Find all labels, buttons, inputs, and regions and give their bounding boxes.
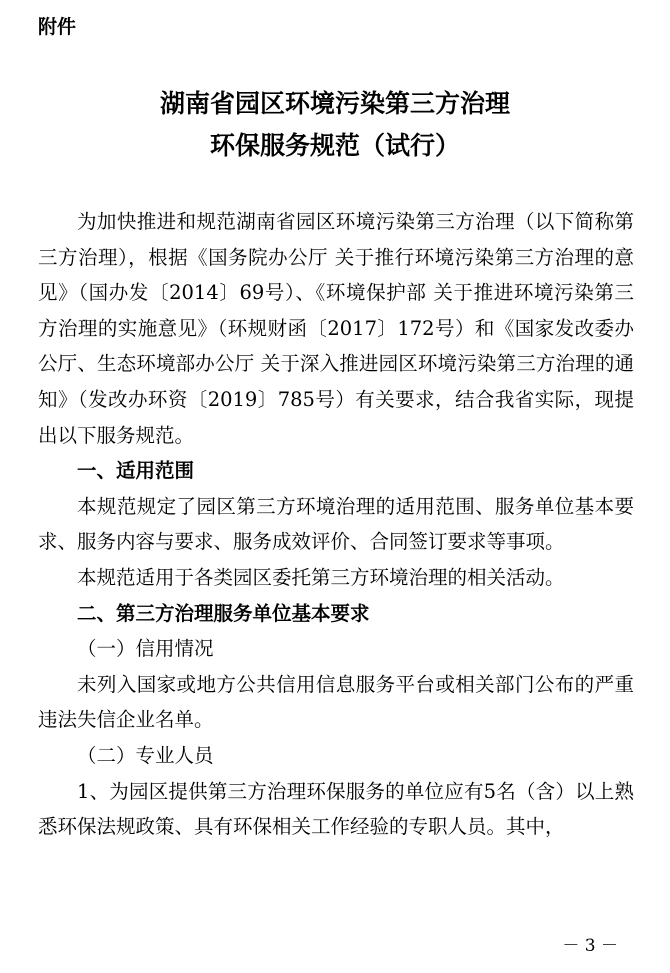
document-title-line-2: 环保服务规范（试行） (209, 131, 460, 160)
subsection-2-paragraph-1: 1、为园区提供第三方治理环保服务的单位应有5名（含）以上熟悉环保法规政策、具有环保相关工作经验的专职人员。其中， (38, 779, 634, 839)
document-title-line-1: 湖南省园区环境污染第三方治理 (159, 89, 510, 118)
subsection-2-heading: （二）专业人员 (77, 743, 214, 767)
section-1-heading: 一、适用范围 (77, 459, 195, 483)
page-number: － 3 － (562, 936, 618, 956)
subsection-1-paragraph-1: 未列入国家或地方公共信用信息服务平台或相关部门公布的严重违法失信企业名单。 (38, 672, 634, 732)
subsection-1-heading: （一）信用情况 (77, 637, 214, 661)
section-1-paragraph-2: 本规范适用于各类园区委托第三方环境治理的相关活动。 (77, 565, 565, 589)
intro-paragraph: 为加快推进和规范湖南省园区环境污染第三方治理（以下简称第三方治理），根据《国务院办公厅 关于推行环境污染第三方治理的意见》（国办发〔2014〕69号）、《环境保护部 关于推进环境污染第三方治理的实施意见》（环规财函〔2017〕172号）和《国家发改委办公厅、生态环境部办公厅 关于深入推进园区环境污染第三方治理的通知》（发改办环资〔2019〕785号）有关要求，结合我省实际，现提出以下服务规范。 (38, 210, 634, 447)
section-2-heading: 二、第三方治理服务单位基本要求 (77, 601, 370, 625)
attachment-label: 附件 (38, 16, 77, 38)
section-1-paragraph-1: 本规范规定了园区第三方环境治理的适用范围、服务单位基本要求、服务内容与要求、服务成效评价、合同签订要求等事项。 (38, 494, 634, 554)
document-body (38, 204, 634, 845)
